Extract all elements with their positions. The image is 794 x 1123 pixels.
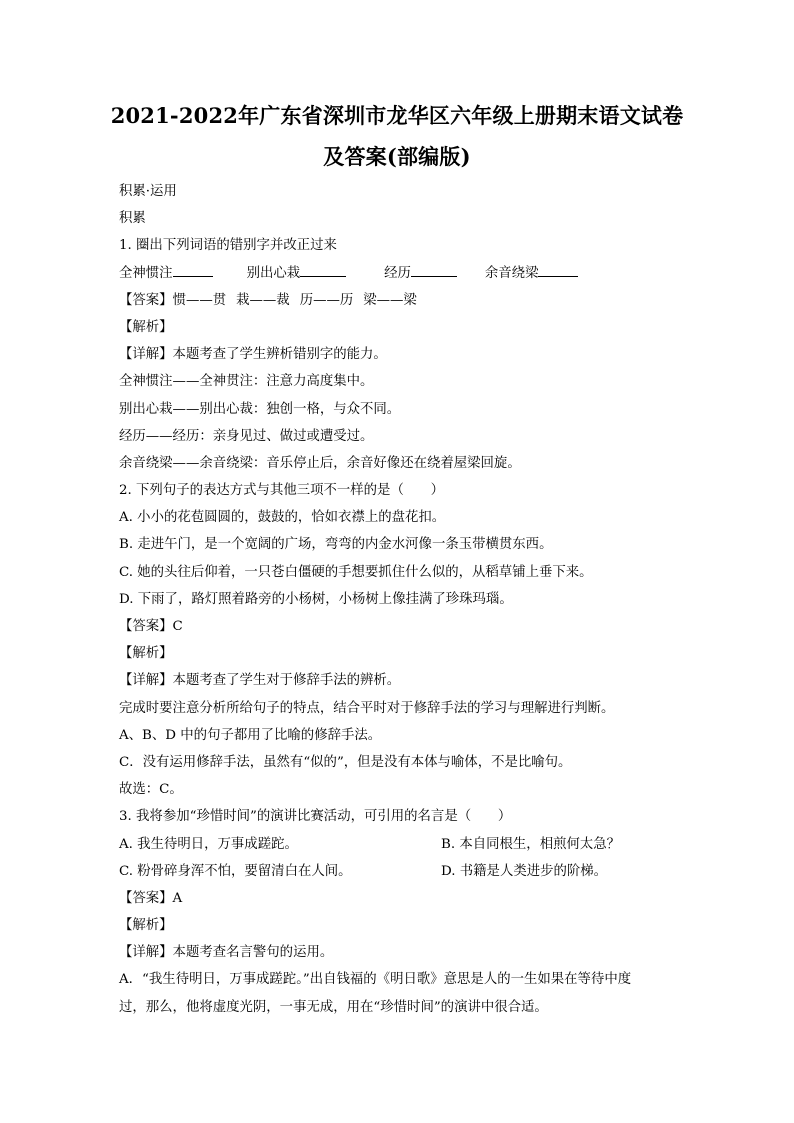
- q2-stem: 2. 下列句子的表达方式与其他三项不一样的是（ ）: [119, 483, 445, 499]
- q1-answer-item-4: 梁——梁: [363, 292, 417, 308]
- subsection-heading: 积累: [119, 211, 146, 227]
- q1-explanation-1: 全神惯注——全神贯注：注意力高度集中。: [119, 374, 374, 390]
- q2-answer: 【答案】C: [119, 619, 183, 634]
- q3-detail: 【详解】本题考查名言警句的运用。: [119, 945, 334, 961]
- q1-answer-item-1: 惯——贯: [172, 292, 227, 308]
- q3-explanation-line-2: 过，那么，他将虚度光阴，一事无成，用在“珍惜时间”的演讲中很合适。: [119, 999, 548, 1015]
- q1-explanation-2: 别出心栽——别出心裁：独创一格，与众不同。: [119, 401, 401, 417]
- q2-analysis-tag: 【解析】: [119, 646, 173, 662]
- q1-answer: [119, 287, 684, 314]
- q2-detail: 【详解】本题考查了学生对于修辞手法的辨析。: [119, 673, 401, 689]
- q1-word-3: 经历: [384, 265, 411, 281]
- q2-option-a: A. 小小的花苞圆圆的，鼓鼓的，恰如衣襟上的盘花扣。: [119, 510, 446, 526]
- document-title-line2: 及答案(部编版): [323, 144, 471, 169]
- answer-blank: [300, 262, 346, 277]
- document-title-line1: 2021-2022年广东省深圳市龙华区六年级上册期末语文试卷: [110, 103, 684, 128]
- q2-line-2: A、B、D 中的句子都用了比喻的修辞手法。: [119, 727, 382, 743]
- q2-line-3: C．没有运用修辞手法，虽然有“似的”，但是没有本体与喻体，不是比喻句。: [119, 754, 572, 770]
- q2-option-c: C. 她的头往后仰着，一只苍白僵硬的手想要抓住什么似的，从稻草铺上垂下来。: [119, 564, 593, 580]
- answer-blank: [173, 262, 213, 277]
- section-heading: 积累·运用: [119, 184, 177, 199]
- q3-answer: 【答案】A: [119, 890, 183, 906]
- q1-explanation-4: 余音绕梁——余音绕梁：音乐停止后，余音好像还在绕着屋梁回旋。: [119, 455, 521, 471]
- answer-blank: [538, 262, 578, 277]
- q3-option-d: D. 书籍是人类进步的阶梯。: [441, 863, 608, 879]
- q1-answer-item-2: 栽——裁: [236, 292, 290, 308]
- q2-line-4: 故选：C。: [119, 782, 183, 798]
- q2-line-1: 完成时要注意分析所给句子的特点，结合平时对于修辞手法的学习与理解进行判断。: [119, 700, 615, 716]
- answer-blank: [411, 262, 457, 277]
- q1-word-1: 全神惯注: [119, 265, 173, 281]
- q1-word-2: 别出心栽: [246, 265, 301, 281]
- q3-options-row-1: [119, 831, 684, 858]
- q3-explanation-line-1: A．“我生待明日，万事成蹉跎。”出自钱福的《明日歌》意思是人的一生如果在等待中度: [119, 972, 632, 988]
- document-body: [119, 178, 684, 1021]
- q1-words-row: [119, 260, 684, 287]
- q2-option-d: D. 下雨了，路灯照着路旁的小杨树，小杨树上像挂满了珍珠玛瑙。: [119, 591, 513, 607]
- q3-stem: 3. 我将参加“珍惜时间”的演讲比赛活动，可引用的名言是（ ）: [119, 809, 512, 825]
- answer-tag: 【答案】: [119, 292, 173, 308]
- q3-option-c: C. 粉骨碎身浑不怕，要留清白在人间。: [119, 863, 352, 879]
- q2-option-b: B. 走进午门，是一个宽阔的广场，弯弯的内金水河像一条玉带横贯东西。: [119, 537, 553, 553]
- q1-detail: 【详解】本题考查了学生辨析错别字的能力。: [119, 347, 387, 363]
- q1-explanation-3: 经历——经历：亲身见过、做过或遭受过。: [119, 428, 374, 444]
- q3-option-b: B. 本自同根生，相煎何太急？: [441, 836, 621, 852]
- q3-analysis-tag: 【解析】: [119, 918, 173, 934]
- q3-option-a: A. 我生待明日，万事成蹉跎。: [119, 836, 298, 852]
- q1-answer-item-3: 历——历: [299, 292, 354, 308]
- q1-analysis-tag: 【解析】: [119, 319, 173, 335]
- q3-options-row-2: [119, 858, 684, 885]
- q1-word-4: 余音绕梁: [484, 265, 539, 281]
- q1-stem: 1. 圈出下列词语的错别字并改正过来: [119, 238, 337, 254]
